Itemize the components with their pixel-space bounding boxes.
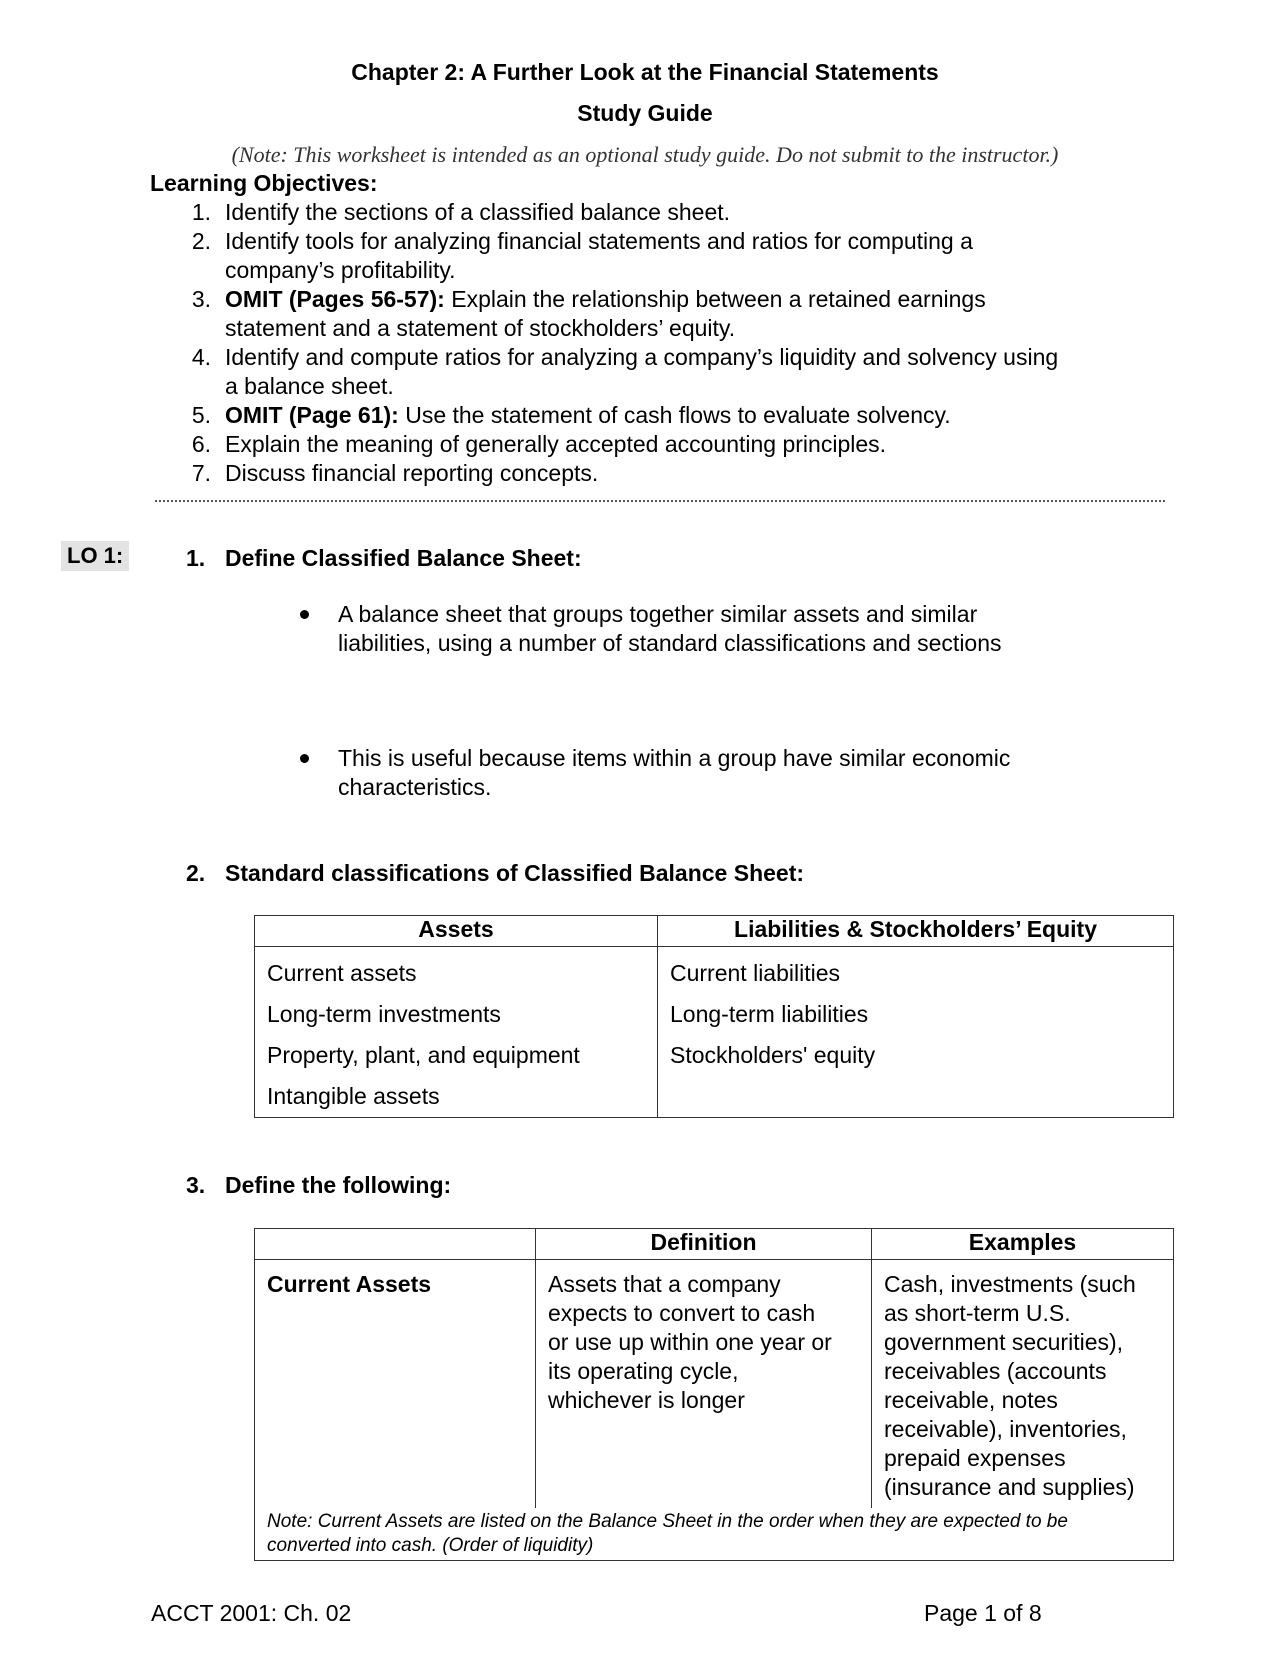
document-subtitle: Study Guide <box>577 100 713 126</box>
liquidity-note: Note: Current Assets are listed on the Balance Sheet in the order when they are expected to be converted into cash. (Order of liquidity) <box>255 1508 1174 1561</box>
asset-item: Long-term investments <box>267 1001 501 1027</box>
bullet-item: This is useful because items within a group have similar economic characteristics. <box>300 744 1100 804</box>
optional-note: (Note: This worksheet is intended as an optional study guide. Do not submit to the instructor.) <box>231 142 1059 167</box>
definitions-table <box>254 1228 1174 1561</box>
liabilities-equity-column <box>658 947 1174 1118</box>
section-divider <box>155 500 1165 502</box>
bullet-icon <box>300 610 309 619</box>
footer-page-number: Page 1 of 8 <box>924 1600 1042 1626</box>
definition-cell: Assets that a company expects to convert to cash or use up within one year or its operating cycle, whichever is longer <box>536 1260 872 1509</box>
liabilities-equity-header: Liabilities & Stockholders’ Equity <box>658 916 1174 947</box>
classifications-table <box>254 915 1174 1118</box>
term-header <box>255 1229 536 1260</box>
asset-item: Current assets <box>267 960 417 986</box>
asset-item: Intangible assets <box>267 1083 440 1109</box>
document-title: Chapter 2: A Further Look at the Financial Statements <box>351 59 939 85</box>
footer-course: ACCT 2001: Ch. 02 <box>151 1600 352 1626</box>
assets-header: Assets <box>255 916 658 947</box>
omit-label: OMIT (Page 61): <box>225 402 399 428</box>
lo-badge: LO 1: <box>61 541 129 571</box>
definition-header: Definition <box>536 1229 872 1260</box>
asset-item: Property, plant, and equipment <box>267 1042 580 1068</box>
liability-item: Current liabilities <box>670 960 841 986</box>
bullet-item: A balance sheet that groups together similar assets and similar liabilities, using a number of standard classifications and sections <box>300 600 1100 660</box>
term-cell: Current Assets <box>255 1260 536 1509</box>
equity-item: Stockholders' equity <box>670 1042 876 1068</box>
liability-item: Long-term liabilities <box>670 1001 869 1027</box>
examples-cell: Cash, investments (such as short-term U.S. government securities), receivables (accounts receivable, notes receivable), inventories, prepaid expenses (insurance and supplies) <box>872 1260 1174 1509</box>
omit-label: OMIT (Pages 56-57): <box>225 286 445 312</box>
assets-column <box>255 947 658 1118</box>
bullet-icon <box>300 754 309 763</box>
learning-objectives-heading: Learning Objectives: <box>150 170 378 196</box>
examples-header: Examples <box>872 1229 1174 1260</box>
